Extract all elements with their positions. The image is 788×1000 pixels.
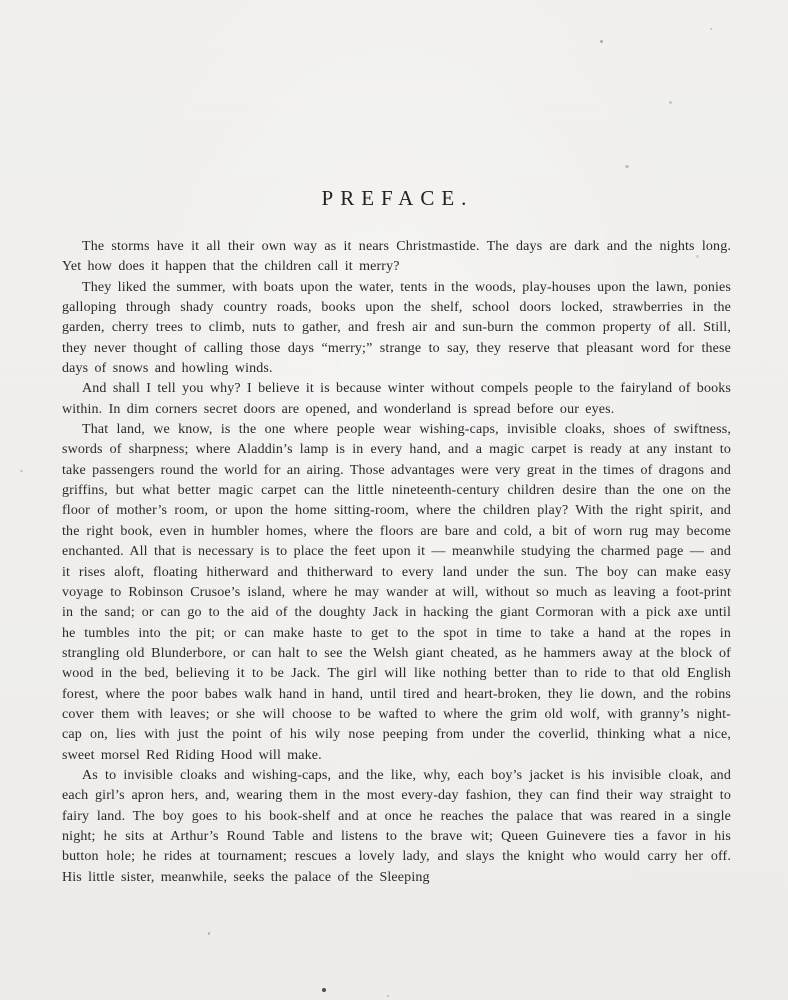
scan-speck [600,40,603,43]
scan-speck [669,101,672,104]
paragraph-5: As to invisible cloaks and wishing-caps, and the like, why, each boy’s jacket is his invisible cloak, and each girl’s apron hers, and, wearing them in the most every-day fashion, they can find their way straight to fairy land. The boy goes to his book-shelf and at once he reaches the palace that was reared in a single night; he sits at Arthur’s Round Table and listens to the brave wit; Queen Guinevere ties a favor in his button hole; he rides at tournament; rescues a lovely lady, and slays the knight who would carry her off. His little sister, meanwhile, seeks the palace of the Sleeping [62,767,731,885]
scan-speck [387,995,389,997]
paragraph-3: And shall I tell you why? I believe it is because winter without compels people to the fairyland of books within. In dim corners secret doors are opened, and wonderland is spread before our eyes. [62,381,731,417]
scan-speck [710,28,712,30]
page-title: PREFACE. [321,186,474,210]
scan-speck [20,470,23,472]
paragraph-2: They liked the summer, with boats upon the water, tents in the woods, play-houses upon the lawn, ponies galloping through shady country roads, books upon the shelf, school doors locked, strawberries in the garden, cherry trees to climb, nuts to gather, and fresh air and sun-burn the common property of all. Still, they never thought of calling those days “merry;” strange to say, they reserve that pleasant word for these days of snows and howling winds. [62,279,731,377]
scan-speck [208,932,210,935]
paragraph-1: The storms have it all their own way as it nears Christmastide. The days are dark and the nights long. Yet how does it happen that the children call it merry? [62,239,731,275]
scan-speck [322,988,326,992]
preface-text-block [62,237,731,888]
paragraph-4: That land, we know, is the one where people wear wishing-caps, invisible cloaks, shoes of swiftness, swords of sharpness; where Aladdin’s lamp is in every hand, and a magic carpet is ready at any instant to take passengers round the world for an airing. Those advantages were very great in the times of dragons and griffins, but what better magic carpet can the little nineteenth-century children desire than the one on the floor of mother’s room, or upon the home sitting-room, where the children play? With the right spirit, and the right book, even in humbler homes, where the floors are bare and cold, a bit of worn rug may become enchanted. All that is necessary is to place the feet upon it — meanwhile studying the charmed page — and it rises aloft, floating hitherward and thitherward to every land under the sun. The boy can make easy voyage to Robinson Crusoe’s island, where he may wander at will, without so much as leaving a foot-print in the sand; or can go to the aid of the doughty Jack in hacking the giant Cormoran with a pick axe until he tumbles into the pit; or can make haste to get to the spot in time to take a hand at the ropes in strangling old Blunderbore, or can halt to see the Welsh giant cheated, as he hammers away at the block of wood in the bed, believing it to be Jack. The girl will like nothing better than to ride to that old English forest, where the poor babes walk hand in hand, until tired and heart-broken, they lie down, and the robins cover them with leaves; or she will choose to be wafted to where the grim old wolf, with granny’s night-cap on, lies with just the point of his wily nose peeping from under the coverlid, thinking what a nice, sweet morsel Red Riding Hood will make. [62,422,731,763]
scan-speck [625,165,629,168]
